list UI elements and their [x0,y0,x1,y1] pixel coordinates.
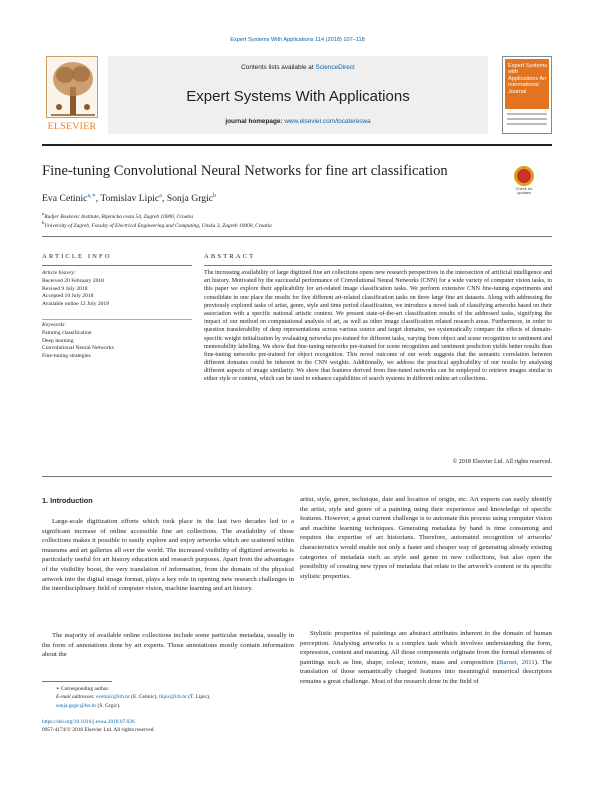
keyword: Deep learning [42,337,74,344]
check-for-updates-badge[interactable] [510,166,538,200]
history-item: Accepted 10 July 2018 [42,293,94,300]
header-rule [42,144,552,146]
journal-header-box [108,56,488,134]
author-list: Eva Cetinic$^{a,∗}$, Tomislav Lipic$^a$, Sonja Grgic$^b$ [42,193,217,205]
body-rule [42,476,552,477]
keyword: Fine-tuning strategies [42,353,91,360]
keywords-label: Keywords: [42,322,67,328]
corresponding-author-note: ∗ Corresponding author. [56,686,110,692]
author-affiliation-mark[interactable]: b [213,193,217,199]
author-affiliation-mark[interactable]: a [159,193,162,199]
email-owner: (T. Lipic), [186,694,211,701]
paragraph-text: Stylistic properties of paintings are abstract attributes inherent to the domain of human perception. Analysing artworks is a complex task which involves understanding the form, expression, content and meaning. All those components originate from the formal elements of paintings such as line, shape, colour, texture, mass and composition ( [300,630,552,666]
article-title: Fine-tuning Convolutional Neural Networks for fine art classification [42,163,448,179]
journal-cover-thumbnail [502,56,552,134]
doi-link[interactable]: https://doi.org/10.1016/j.eswa.2018.07.026 [42,719,135,725]
email-link[interactable]: tlipic@irb.hr [159,694,187,701]
affiliation-text: University of Zagreb, Faculty of Electrical Engineering and Computing, Unska 3, Zagreb 10000, Croatia [44,222,272,229]
author-name: Sonja Grgic [166,193,214,205]
article-info-divider [42,319,192,320]
affiliation [42,211,193,220]
paragraph-text: ). The translation of those semantically charged features into meaningful numerical descriptors remains a great challenge. Most of the research done in the field of [300,658,553,685]
contents-prefix: Contents lists available at [241,64,316,71]
copyright-notice: © 2018 Elsevier Ltd. All rights reserved. [452,459,552,465]
citation-link[interactable]: Barnet, 2011 [499,658,535,666]
article-info-rule [42,265,192,266]
keywords [42,322,192,361]
journal-reference-link[interactable]: Expert Systems With Applications 114 (2018) 107–118 [230,37,365,43]
paragraph [300,495,552,581]
paragraph-text: artist, style, genre, technique, date and location of origin, etc. Art experts can easily identify the artist, style and genre of a painting using their experience and knowledge of specific features. However, a great current challenge is to automate this process using computer vision and machine learning techniques. Generating metadata by hand is time consuming and requires the expertise of art historians. Therefore, automated recognition of artworks' characteristics would enable not only a faster and cheaper way of generating already existing categories of metadata such as style and genre in new collections, but also open the possibility of creating new types of metadata that relate to the artwork's content or its specific stylistic properties. [300,496,552,580]
author-name: Tomislav Lipic [100,193,160,205]
issn-copyright: 0957-4174/© 2018 Elsevier Ltd. All rights reserved. [42,727,155,733]
author-affiliation-mark[interactable]: a,∗ [87,193,96,199]
crossmark-icon [514,166,534,186]
cover-text: Expert Systems with Applications An International Journal [508,63,548,95]
elsevier-tree-image [46,56,98,118]
affiliation [42,220,272,229]
affiliation-text: Rudjer Boskovic Institute, Bijenicka cesta 54, Zagreb 10000, Croatia [44,213,194,220]
paragraph [42,631,294,660]
crossmark-label: Check for updates [515,186,533,196]
history-item: Available online 12 July 2018 [42,301,110,308]
journal-homepage-link[interactable]: www.elsevier.com/locate/eswa [284,118,371,125]
author-name: Eva Cetinic [42,193,88,205]
elsevier-wordmark: ELSEVIER [47,121,97,132]
history-item: Received 20 February 2018 [42,277,104,284]
abstract-text: The increasing availability of large digitized fine art collections opens new research perspectives in the intersection of artificial intelligence and art history. Motivated by the successful performance of Convolutional Neural Networks (CNN) for a wide variety of computer vision tasks, in this paper we explore their applicability for art-related image classification tasks. We perform extensive CNN fine-tuning experiments and consolidate in one place the results for five different art-related classification tasks on three large fine art datasets. Along with addressing the previously explored tasks of artist, genre, style and time period classification, we introduce a novel task of classifying artworks based on their association with a specific national artistic context. We present state-of-the-art classification results of the addressed tasks, signifying the impact of our method on computational analysis of art, as well as other image classification related research areas. Furthermore, in order to question transferability of deep representations across various source and target domains, we systematically compare the effects of domain-specific weight initialization by evaluating networks pre-trained for different tasks, varying from object and scene recognition to sentiment and memorability labelling. We show that fine-tuning networks pre-trained for scene recognition and sentiment prediction yields better results than fine-tuning networks pre-trained for object recognition. This novel outcome of our work suggests that the semantic correlation between different domains could be inherent in the CNN weights. Additionally, we address the practical applicability of our results by analysing different aspects of image similarity. We show that features derived from fine-tuned networks can be employed to retrieve images similar in either style or content, which can be used to enhance capabilities of search systems in different online art collections. [204,270,552,383]
abstract-rule [204,265,552,266]
affiliation-mark: a [42,211,45,216]
email-owner: (S. Grgic). [96,702,121,709]
contents-line [108,64,488,71]
history-label: Article history: [42,270,77,276]
affiliation-mark: b [42,220,45,225]
journal-title: Expert Systems With Applications [186,88,410,105]
homepage-line [108,118,488,125]
affiliation-rule [42,236,552,237]
email-link[interactable]: ecetinic@irb.hr [96,694,130,701]
footnotes [42,685,294,710]
article-info-heading: ARTICLE INFO [42,253,112,260]
paragraph [42,517,294,594]
sciencedirect-link[interactable]: ScienceDirect [315,64,355,71]
abstract-heading: ABSTRACT [204,253,256,260]
paragraph-text: The majority of available online collections include some particular metadata, usually in the form of annotations done by art experts. Those annotations mostly contain information about the [42,632,294,659]
elsevier-logo [42,56,102,134]
history-item: Revised 9 July 2018 [42,285,88,292]
journal-masthead [42,56,552,140]
email-link[interactable]: sonja.grgic@fer.hr [56,702,97,709]
cover-lines [507,113,547,128]
keyword: Painting classification [42,329,92,336]
email-addresses [42,693,294,710]
article-history [42,270,192,309]
paragraph [300,629,552,687]
email-owner: (E. Cetinic), [129,694,160,701]
paragraph-text: Large-scale digitization efforts which took place in the last two decades led to a significant increase of online accessible fine art collections. The availability of those collections makes it possible to easily explore and enjoy artworks which are scattered within museums and art galleries all over the world. The increased visibility of digitized artworks is particularly useful for art history education and research purposes. Apart from the advantages of the visibility boost, the very translation of information, from the domain of the physical artwork into the digital image format, plays a key role in opening new research challenges in the interdisciplinary field of computer vision, machine learning and art history. [42,518,294,593]
footnote-rule [42,681,112,682]
email-label: E-mail addresses: [56,694,95,701]
section-heading-introduction: 1. Introduction [42,496,93,505]
homepage-prefix: journal homepage: [225,118,285,125]
keyword: Convolutional Neural Networks [42,345,114,352]
